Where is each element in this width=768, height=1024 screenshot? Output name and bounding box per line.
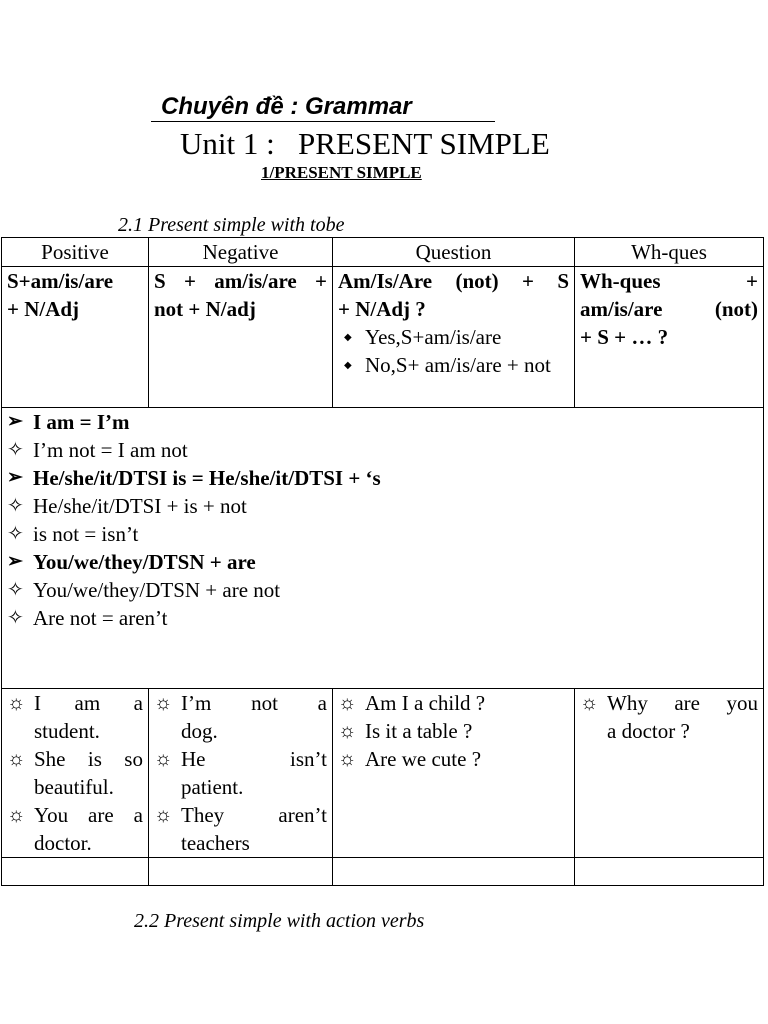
formula-question-line1: Am/Is/Are (not) + S xyxy=(338,269,569,293)
example-word: I xyxy=(34,691,41,715)
empty-cell xyxy=(333,858,575,886)
answer-no: ◆ No,S+ am/is/are + not xyxy=(338,351,569,379)
formula-negative xyxy=(149,267,333,408)
sun-bullet-icon: ☼ xyxy=(338,720,357,742)
sun-bullet-icon: ☼ xyxy=(580,692,599,714)
note-line xyxy=(7,520,758,548)
note-line xyxy=(7,548,758,576)
note-line xyxy=(7,576,758,604)
example-word: She xyxy=(34,747,66,771)
contraction-notes xyxy=(2,408,764,689)
example-text xyxy=(34,801,143,857)
example-text xyxy=(181,801,327,857)
formula-wh-line1 xyxy=(580,267,758,295)
example-line-2: teachers xyxy=(181,831,250,855)
formula-wh-line3: + S + … ? xyxy=(580,325,669,349)
header-positive: Positive xyxy=(2,238,149,267)
examples-wh-list xyxy=(580,689,758,745)
note-text: He/she/it/DTSI + is + not xyxy=(33,494,247,518)
sun-bullet-icon: ☼ xyxy=(154,804,173,826)
header-negative: Negative xyxy=(149,238,333,267)
empty-row xyxy=(2,858,764,886)
formula-wh-line1-a: Wh-ques xyxy=(580,269,661,293)
formula-positive xyxy=(2,267,149,408)
example-word: so xyxy=(124,747,143,771)
note-text: He/she/it/DTSI is = He/she/it/DTSI + ‘s xyxy=(33,466,381,490)
example-word: are xyxy=(88,803,114,827)
unit-title: Unit 1 : PRESENT SIMPLE xyxy=(180,126,550,161)
example-line-1 xyxy=(607,689,758,717)
example-line-2: beautiful. xyxy=(34,775,114,799)
topic-title: Chuyên đề : Grammar xyxy=(151,93,495,122)
example-line-1 xyxy=(181,745,327,773)
example-word: I’m xyxy=(181,691,212,715)
sparkle-bullet-icon: ✧ xyxy=(7,607,24,629)
examples-question-list xyxy=(338,689,569,773)
sparkle-bullet-icon: ✧ xyxy=(7,579,24,601)
example-line-1 xyxy=(34,689,143,717)
example-line-2: a doctor ? xyxy=(607,719,690,743)
example-word: aren’t xyxy=(278,803,327,827)
formula-positive-line1: S+am/is/are xyxy=(7,269,114,293)
example-line-2: student. xyxy=(34,719,100,743)
example-line-1 xyxy=(181,689,327,717)
example-item xyxy=(338,745,569,773)
sun-bullet-icon: ☼ xyxy=(7,748,26,770)
example-word: a xyxy=(317,691,327,715)
example-word: They xyxy=(181,803,225,827)
formula-wh-line2 xyxy=(580,295,758,323)
example-word: a xyxy=(133,803,143,827)
note-text: Are not = aren’t xyxy=(33,606,168,630)
sub-title: 1/PRESENT SIMPLE xyxy=(261,163,422,182)
example-word: you xyxy=(726,691,758,715)
example-word: are xyxy=(674,691,700,715)
sun-bullet-icon: ☼ xyxy=(338,748,357,770)
example-text xyxy=(607,689,758,745)
example-line-2: doctor. xyxy=(34,831,92,855)
examples-negative xyxy=(149,689,333,858)
formula-wh-ques xyxy=(575,267,764,408)
header-wh-ques: Wh-ques xyxy=(575,238,764,267)
example-item xyxy=(154,689,327,745)
example-item xyxy=(154,745,327,801)
example-item xyxy=(338,689,569,717)
note-line xyxy=(7,492,758,520)
example-item xyxy=(338,717,569,745)
formula-positive-line2: + N/Adj xyxy=(7,297,80,321)
section-heading-tobe: 2.1 Present simple with tobe xyxy=(118,214,345,236)
example-item xyxy=(154,801,327,857)
examples-wh xyxy=(575,689,764,858)
note-line xyxy=(7,464,758,492)
example-word: a xyxy=(133,691,143,715)
sun-bullet-icon: ☼ xyxy=(154,748,173,770)
example-item xyxy=(7,801,143,857)
example-word: am xyxy=(74,691,101,715)
formula-question xyxy=(333,267,575,408)
answer-list xyxy=(338,323,569,379)
example-item xyxy=(7,689,143,745)
section-heading-action-verbs: 2.2 Present simple with action verbs xyxy=(134,910,425,932)
examples-positive-list xyxy=(7,689,143,857)
formula-wh-line2-b: (not) xyxy=(714,297,758,321)
note-text: I am = I’m xyxy=(33,410,130,434)
note-text: I’m not = I am not xyxy=(33,438,188,462)
notes-row xyxy=(2,408,764,689)
arrow-bullet-icon: ➢ xyxy=(7,551,23,572)
arrow-bullet-icon: ➢ xyxy=(7,467,23,488)
formula-negative-line2: not + N/adj xyxy=(154,297,256,321)
answer-yes: ◆ Yes,S+am/is/are xyxy=(338,323,569,351)
example-line-1 xyxy=(34,801,143,829)
arrow-bullet-icon: ➢ xyxy=(7,411,23,432)
sparkle-bullet-icon: ✧ xyxy=(7,495,24,517)
note-text: You/we/they/DTSN + are not xyxy=(33,578,281,602)
formula-wh-line2-a: am/is/are xyxy=(580,297,663,321)
example-text xyxy=(181,745,327,801)
example-text xyxy=(34,689,143,745)
sun-bullet-icon: ☼ xyxy=(338,692,357,714)
examples-question xyxy=(333,689,575,858)
example-word: You xyxy=(34,803,69,827)
example-text xyxy=(34,745,143,801)
sun-bullet-icon: ☼ xyxy=(7,692,26,714)
example-text: Are we cute ? xyxy=(365,747,482,771)
note-line xyxy=(7,604,758,632)
notes-list xyxy=(7,408,758,632)
examples-negative-list xyxy=(154,689,327,857)
example-line-2: dog. xyxy=(181,719,218,743)
example-item xyxy=(7,745,143,801)
grammar-table xyxy=(1,237,764,886)
example-word: isn’t xyxy=(290,747,327,771)
header-row xyxy=(2,238,764,267)
example-line-1 xyxy=(181,801,327,829)
formula-wh-line1-b: + xyxy=(746,269,758,293)
note-text: You/we/they/DTSN + are xyxy=(33,550,256,574)
sparkle-bullet-icon: ✧ xyxy=(7,439,24,461)
examples-row xyxy=(2,689,764,858)
example-word: not xyxy=(251,691,278,715)
note-line xyxy=(7,408,758,436)
note-line xyxy=(7,436,758,464)
example-item xyxy=(580,689,758,745)
example-word: Why xyxy=(607,691,648,715)
examples-positive xyxy=(2,689,149,858)
example-text: Is it a table ? xyxy=(365,719,473,743)
formula-row xyxy=(2,267,764,408)
sun-bullet-icon: ☼ xyxy=(7,804,26,826)
example-line-2: patient. xyxy=(181,775,244,799)
example-text: Am I a child ? xyxy=(365,691,486,715)
formula-negative-line1: S + am/is/are + xyxy=(154,269,327,293)
sparkle-bullet-icon: ✧ xyxy=(7,523,24,545)
example-text xyxy=(181,689,327,745)
example-word: He xyxy=(181,747,206,771)
note-text: is not = isn’t xyxy=(33,522,139,546)
header-question: Question xyxy=(333,238,575,267)
empty-cell xyxy=(2,858,149,886)
sun-bullet-icon: ☼ xyxy=(154,692,173,714)
formula-question-line2: + N/Adj ? xyxy=(338,297,426,321)
empty-cell xyxy=(149,858,333,886)
empty-cell xyxy=(575,858,764,886)
example-word: is xyxy=(87,747,102,771)
example-line-1 xyxy=(34,745,143,773)
